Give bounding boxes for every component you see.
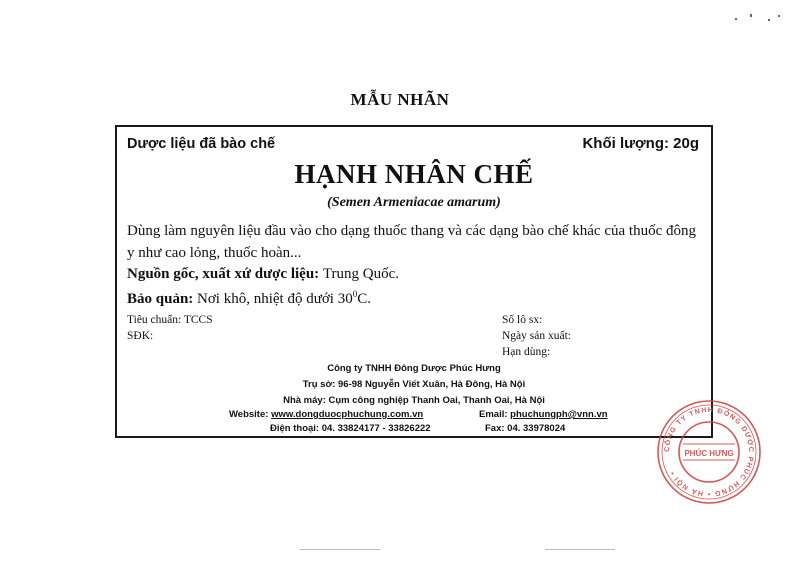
storage-value: Nơi khô, nhiệt độ dưới 30 (197, 291, 353, 307)
manufacture-date: Ngày sản xuất: (502, 330, 571, 342)
website-label: Website: (229, 409, 269, 420)
scan-speck (768, 19, 770, 21)
registration-number: SĐK: (127, 330, 154, 342)
origin-line: Nguồn gốc, xuất xứ dược liệu: Trung Quốc. (127, 266, 400, 282)
degree-sup: 0 (352, 289, 358, 299)
svg-text:CÔNG TY TNHH ĐÔNG DƯỢC PHÚC HƯ: CÔNG TY TNHH ĐÔNG DƯỢC PHÚC HƯNG • HÀ NỘI • (663, 406, 755, 498)
company-factory: Nhà máy: Cụm công nghiệp Thanh Oai, Thanh Oai, Hà Nội (283, 395, 545, 406)
phone: Điện thoại: 04. 33824177 - 33826222 (270, 423, 431, 434)
page-title: MẪU NHÃN (350, 90, 450, 109)
usage-text: Dùng làm nguyên liệu đầu vào cho dạng thuốc thang và các dạng bào chế khác của thuốc đông y như cao lỏng, thuốc hoàn... (127, 223, 696, 261)
origin-value: Trung Quốc. (322, 266, 400, 282)
expiry-date: Hạn dùng: (502, 346, 551, 358)
storage-line: Bảo quản: Nơi khô, nhiệt độ dưới $30^0C$. (127, 289, 371, 307)
product-category: Dược liệu đã bào chế (127, 136, 276, 152)
latin-name: (Semen Armeniacae amarum) (327, 195, 501, 210)
email-link[interactable]: phuchungph@vnn.vn (510, 409, 608, 420)
svg-text:PHÚC HƯNG: PHÚC HƯNG (684, 449, 734, 458)
scan-speck (778, 15, 780, 17)
net-weight: Khối lượng: 20g (582, 135, 699, 152)
product-name: HẠNH NHÂN CHẾ (294, 159, 534, 189)
scan-speck (750, 14, 752, 17)
company-seal-icon (655, 398, 763, 506)
company-name: Công ty TNHH Đông Dược Phúc Hưng (327, 363, 501, 374)
website-line (229, 409, 423, 420)
website-link[interactable]: www.dongduocphuchung.com.vn (271, 409, 424, 420)
batch-number: Số lô sx: (502, 314, 543, 326)
scan-speck (735, 18, 737, 20)
email-label: Email: (479, 409, 508, 420)
origin-label: Nguồn gốc, xuất xứ dược liệu (127, 266, 315, 282)
email-line (479, 409, 608, 420)
standard: Tiêu chuẩn: TCCS (127, 314, 213, 326)
storage-unit: C. (357, 291, 371, 307)
scan-speck (545, 549, 615, 550)
fax: Fax: 04. 33978024 (485, 423, 566, 434)
storage-label: Bảo quản (127, 291, 189, 307)
scan-speck (300, 549, 380, 550)
product-label (115, 125, 713, 438)
company-head-office: Trụ sở: 96-98 Nguyễn Viết Xuân, Hà Đông, Hà Nội (302, 379, 526, 390)
